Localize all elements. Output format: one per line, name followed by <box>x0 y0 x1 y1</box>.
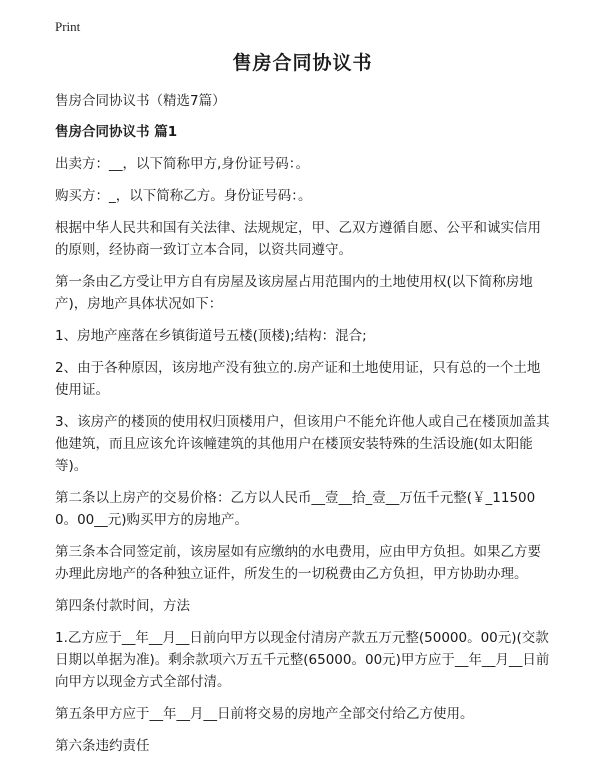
paragraph-item-1: 1、房地产座落在乡镇街道号五楼(顶楼);结构：混合; <box>55 328 367 344</box>
paragraph-item-2: 2、由于各种原因，该房地产没有独立的.房产证和土地使用证，只有总的一个土地使用证。 <box>55 360 541 398</box>
paragraph-article-3: 第三条本合同签定前，该房屋如有应缴纳的水电费用，应由甲方负担。如果乙方要办理此房地产的各种独立证件，所发生的一切税费由乙方负担，甲方协助办理。 <box>55 544 541 582</box>
document-body <box>55 50 550 767</box>
print-link[interactable]: Print <box>55 19 81 34</box>
paragraph-payment: 1.乙方应于__年__月__日前向甲方以现金付清房产款五万元整(50000。00元)(交款日期以单据为准)。剩余款项六万五千元整(65000。00元)甲方应于__年__月__日前向甲方以现金方式全部付清。 <box>55 630 550 690</box>
document-title: 售房合同协议书 <box>232 52 373 74</box>
paragraph-item-3: 3、该房产的楼顶的使用权归顶楼用户，但该用户不能允许他人或自己在楼顶加盖其他建筑，而且应该允许该幢建筑的其他用户在楼顶安装特殊的生活设施(如太阳能等)。 <box>55 414 550 474</box>
paragraph-article-1: 第一条由乙方受让甲方自有房屋及该房屋占用范围内的土地使用权(以下简称房地产)，房地产具体状况如下： <box>55 274 533 312</box>
paragraph-seller: 出卖方：__，以下简称甲方,身份证号码：。 <box>55 156 310 172</box>
document-subtitle: 售房合同协议书（精选7篇） <box>55 93 226 109</box>
paragraph-article-4: 第四条付款时间，方法 <box>55 598 190 614</box>
paragraph-article-6: 第六条违约责任 <box>55 738 150 754</box>
paragraph-preamble: 根据中华人民共和国有关法律、法规规定，甲、乙双方遵循自愿、公平和诚实信用的原则，经协商一致订立本合同，以资共同遵守。 <box>55 220 541 258</box>
section-heading: 售房合同协议书 篇1 <box>55 124 178 140</box>
paragraph-article-2: 第二条以上房产的交易价格：乙方以人民币__壹__拾_壹__万伍千元整(￥_115000。00__元)购买甲方的房地产。 <box>55 490 536 528</box>
paragraph-article-5: 第五条甲方应于__年__月__日前将交易的房地产全部交付给乙方使用。 <box>55 706 474 722</box>
paragraph-buyer: 购买方：_，以下简称乙方。身份证号码：。 <box>55 188 312 204</box>
